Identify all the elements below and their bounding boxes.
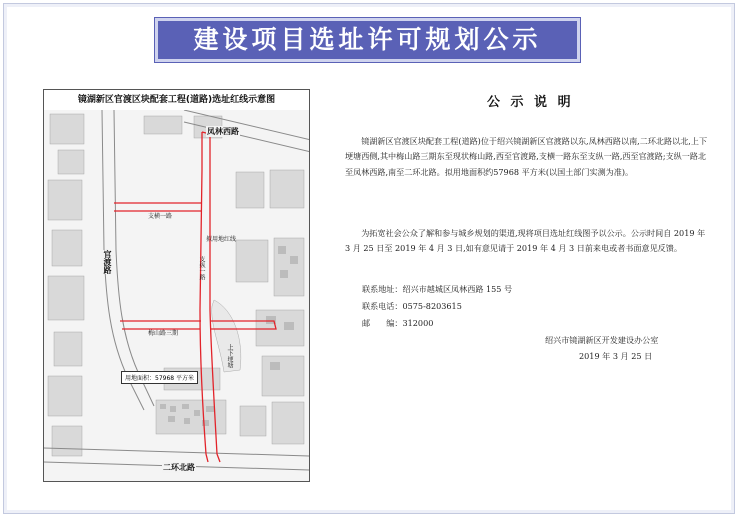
contact-phone: 联系电话：0575-8203615 xyxy=(362,301,462,311)
label-redline: 拟用地红线 xyxy=(206,236,237,243)
area-note-box: 用地面积：57968 平方米 xyxy=(121,371,198,384)
contact-postcode: 邮 编：312000 xyxy=(362,318,434,328)
site-map xyxy=(44,110,310,482)
label-meishan-road: 梅山路三期 xyxy=(148,330,179,337)
label-zhizong-road: 支纵一路 xyxy=(198,256,205,280)
notice-paragraph-location: 镜湖新区官渡区块配套工程(道路)位于绍兴镜湖新区官渡路以东,凤林西路以南,二环北路以北,上下埂塘西侧,其中梅山路三期东至现状梅山路,西至官渡路,支横一路东至支纵一路,西至官渡路;支纵一路北至凤林西路,南至二环北路。拟用地面积约57968 平方米(以国土部门实测为准)。 xyxy=(345,136,708,177)
notice-paragraph-period: 为拓宽社会公众了解和参与城乡规划的渠道,现将项目选址红线图予以公示。公示时间自 2019 年 3 月 25 日至 2019 年 4 月 3 日,如有意见请于 2019 年 4 月 3 日前来电或者书面意见反馈。 xyxy=(345,228,706,254)
page-title-banner: 建设项目选址许可规划公示 xyxy=(155,18,580,62)
label-erhuan-road: 二环北路 xyxy=(163,463,195,472)
notice-heading: 公 示 说 明 xyxy=(487,95,574,110)
signature-date: 2019 年 3 月 25 日 xyxy=(579,351,653,361)
label-fenglin-road: 凤林西路 xyxy=(207,127,239,136)
map-title: 镜湖新区官渡区块配套工程(道路)选址红线示意图 xyxy=(44,90,309,111)
signature-organization: 绍兴市镜湖新区开发建设办公室 xyxy=(545,335,659,345)
label-shangxia-village: 上下埂塘 xyxy=(226,344,233,368)
contact-address: 联系地址：绍兴市越城区凤林西路 155 号 xyxy=(362,284,513,294)
label-guandu-road: 官渡路 xyxy=(103,250,112,274)
label-zhiheng-road: 支横一路 xyxy=(148,213,173,220)
site-map-panel xyxy=(43,89,310,482)
